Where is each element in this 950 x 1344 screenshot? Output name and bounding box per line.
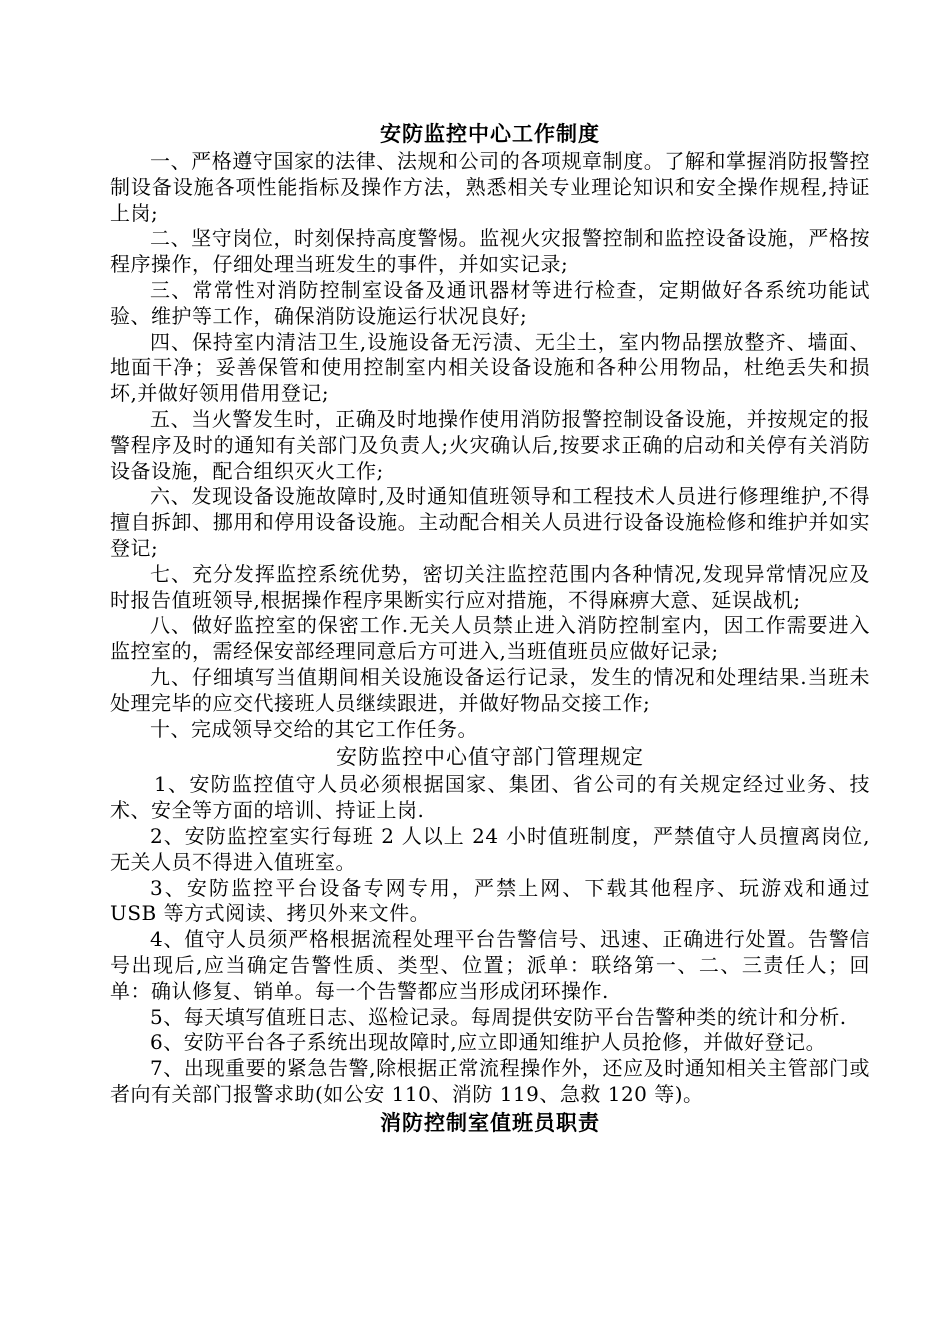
management-rule-7: 7、出现重要的紧急告警,除根据正常流程操作外，还应及时通知相关主管部门或者向有关部门报警求助(如公安 110、消防 119、急救 120 等)。: [110, 1056, 870, 1106]
section-title-work-system: 安防监控中心工作制度: [380, 122, 600, 146]
rule-item-1: 一、严格遵守国家的法律、法规和公司的各项规章制度。了解和掌握消防报警控制设备设施各项性能指标及操作方法，熟悉相关专业理论知识和安全操作规程,持证上岗;: [110, 149, 870, 225]
management-rule-2: 2、安防监控室实行每班 2 人以上 24 小时值班制度，严禁值守人员擅离岗位,无关人员不得进入值班室。: [110, 823, 870, 874]
management-rule-1: 1、安防监控值守人员必须根据国家、集团、省公司的有关规定经过业务、技术、安全等方面的培训、持证上岗.: [110, 772, 870, 823]
rule-item-4: 四、保持室内清洁卫生,设施设备无污渍、无尘土，室内物品摆放整齐、墙面、地面干净；妥善保管和使用控制室内相关设备设施和各种公用物品，杜绝丢失和损坏,并做好领用借用登记;: [110, 329, 870, 406]
document-page: [110, 119, 870, 1138]
management-rule-5: 5、每天填写值班日志、巡检记录。每周提供安防平台告警种类的统计和分析.: [150, 1004, 847, 1029]
section-title-duty-officer: 消防控制室值班员职责: [380, 1110, 600, 1135]
management-rule-4: 4、值守人员须严格根据流程处理平台告警信号、迅速、正确进行处置。告警信号出现后,应当确定告警性质、类型、位置；派单：联络第一、二、三责任人；回单：确认修复、销单。每一个告警都应当形成闭环操作.: [110, 927, 870, 1003]
rule-item-10: 十、完成领导交给的其它工作任务。: [150, 716, 478, 741]
section-title-management-rules: 安防监控中心值守部门管理规定: [336, 745, 644, 770]
rule-item-8: 八、做好监控室的保密工作.无关人员禁止进入消防控制室内，因工作需要进入监控室的，需经保安部经理同意后方可进入,当班值班员应做好记录;: [110, 613, 870, 664]
rule-item-6: 六、发现设备设施故障时,及时通知值班领导和工程技术人员进行修理维护,不得擅自拆卸、挪用和停用设备设施。主动配合相关人员进行设备设施检修和维护并如实登记;: [110, 484, 870, 560]
rule-item-2: 二、坚守岗位，时刻保持高度警惕。监视火灾报警控制和监控设备设施，严格按程序操作，仔细处理当班发生的事件，并如实记录;: [110, 226, 870, 277]
rule-item-7: 七、充分发挥监控系统优势，密切关注监控范围内各种情况,发现异常情况应及时报告值班领导,根据操作程序果断实行应对措施，不得麻痹大意、延误战机;: [110, 561, 870, 612]
rule-item-9: 九、仔细填写当值期间相关设施设备运行记录，发生的情况和处理结果.当班未处理完毕的应交代接班人员继续跟进，并做好物品交接工作;: [110, 664, 870, 715]
management-rule-6: 6、安防平台各子系统出现故障时,应立即通知维护人员抢修，并做好登记。: [150, 1030, 827, 1055]
rule-item-5: 五、当火警发生时，正确及时地操作使用消防报警控制设备设施，并按规定的报警程序及时的通知有关部门及负责人;火灾确认后,按要求正确的启动和关停有关消防设备设施，配合组织灭火工作;: [110, 406, 870, 483]
rule-item-3: 三、常常性对消防控制室设备及通讯器材等进行检查，定期做好各系统功能试验、维护等工作，确保消防设施运行状况良好;: [110, 277, 870, 328]
management-rule-3: 3、安防监控平台设备专网专用，严禁上网、下载其他程序、玩游戏和通过 USB 等方式阅读、拷贝外来文件。: [110, 875, 870, 926]
